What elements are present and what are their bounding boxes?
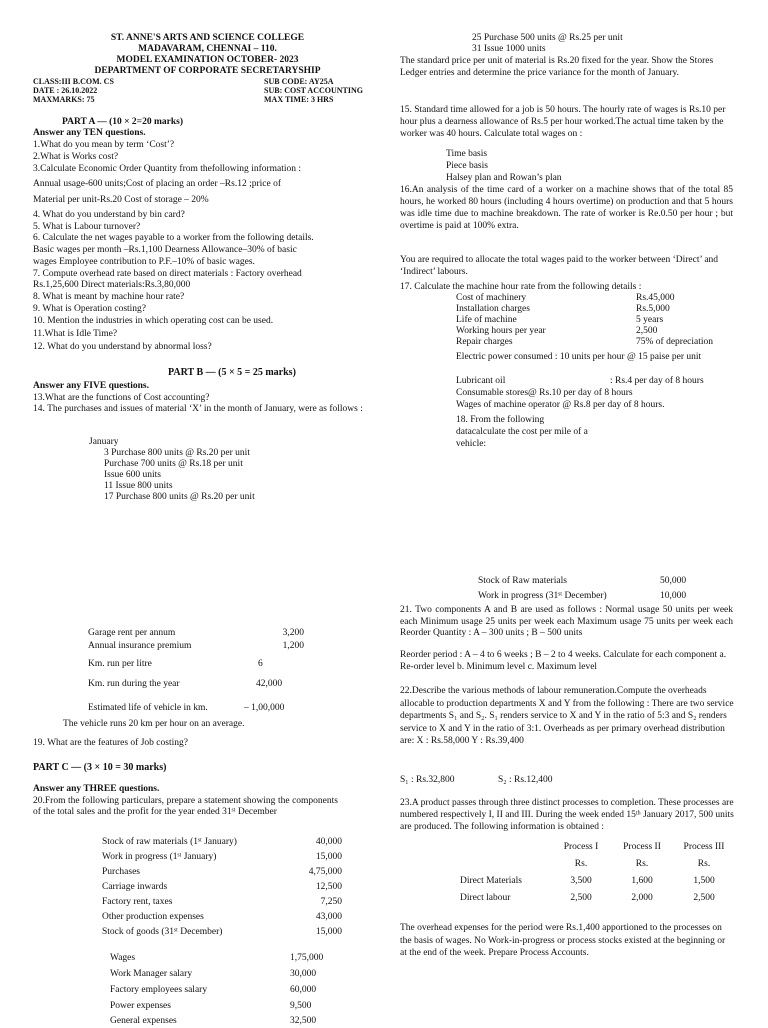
- question-6-detail-1: Basic wages per month –Rs.1,100 Dearness Allowance–30% of basic: [33, 245, 297, 256]
- question-1: 1.What do you mean by term ‘Cost’?: [33, 140, 175, 150]
- q14-transactions-cont: [472, 33, 623, 55]
- question-10: 10. Mention the industries in which operating cost can be used.: [33, 316, 274, 327]
- table-row: [88, 640, 304, 653]
- q15-methods: [446, 148, 562, 184]
- cost-value: 3,500: [570, 876, 592, 886]
- college-name: ST. ANNE'S ARTS AND SCIENCE COLLEGE: [110, 33, 305, 43]
- question-20: 20.From the following particulars, prepare a statement showing the components of the total sales and the profit for the year ended 31ˢᵗ December: [33, 796, 338, 817]
- q17-value: 2,500: [636, 326, 658, 336]
- q23-tail: The overhead expenses for the period were Rs.1,400 apportioned to the processes on the basis of wages. No Work-in-progress or process stocks existed at the beginning or at the end of the week. Prepare Process Accounts.: [400, 923, 726, 958]
- question-22: 22.Describe the various methods of labour remuneration.Compute the overheads allocable to production departments X and Y from the following : There are two service departments S₁ and S₂. S₁ renders service to X and Y in the ratio of 5:3 and S₂ renders service to X and Y in the ratio of 3:1. Overheads as per primary overhead distribution are: X : Rs.58,000 Y : Rs.39,400: [400, 686, 734, 746]
- table-row: [102, 880, 342, 895]
- question-9: 9. What is Operation costing?: [33, 303, 147, 314]
- q22-s2: S₂ : Rs.12,400: [498, 775, 553, 785]
- table-row: [102, 910, 342, 925]
- q17-value: 75% of depreciation: [636, 337, 714, 347]
- table-row: [478, 574, 686, 589]
- q23-process-table: [460, 839, 734, 907]
- question-3: 3.Calculate Economic Order Quantity from thefollowing information :: [33, 164, 302, 174]
- q20-label: Power expenses: [110, 1001, 171, 1011]
- table-row: [102, 925, 342, 940]
- cost-label: Direct Materials: [460, 876, 522, 886]
- q17-label: Repair charges: [456, 337, 513, 347]
- table-row: [456, 315, 713, 326]
- q18-value: 1,200: [282, 641, 304, 651]
- table-row: [102, 850, 342, 865]
- table-row: [110, 950, 323, 966]
- question-6-detail-2: wages Employee contribution to P.F.–10% of basic wages.: [33, 256, 255, 267]
- q20-label: Purchases: [102, 867, 140, 877]
- q20-label: Other production expenses: [102, 912, 204, 922]
- q20-value: 4,75,000: [308, 867, 342, 877]
- part-a-questions: [33, 139, 378, 175]
- q20-value: 15,000: [315, 927, 342, 937]
- part-b-title: PART B — (5 × 5 = 25 marks): [168, 367, 296, 378]
- part-c-instruction: Answer any THREE questions.: [33, 784, 160, 794]
- cost-value: 2,000: [631, 893, 653, 903]
- exam-title: MODEL EXAMINATION OCTOBER- 2023: [116, 55, 299, 65]
- q20-value: 60,000: [290, 985, 317, 995]
- q20-label: Work Manager salary: [110, 969, 193, 979]
- q20-label: Carriage inwards: [102, 882, 168, 892]
- q17-lubricant-label: Lubricant oil: [456, 376, 506, 386]
- q14-row: 3 Purchase 800 units @ Rs.20 per unit: [104, 448, 250, 458]
- q20-value: 30,000: [290, 969, 317, 979]
- q18-value: 3,200: [282, 628, 304, 638]
- q20-value: 32,500: [290, 1016, 317, 1026]
- q17-label: Installation charges: [456, 304, 530, 314]
- q20-label: General expenses: [110, 1016, 177, 1026]
- q18-speed: The vehicle runs 20 km per hour on an average.: [63, 719, 245, 729]
- q14-row: 25 Purchase 500 units @ Rs.25 per unit: [472, 33, 623, 43]
- q17-value: Rs.5,000: [636, 304, 670, 314]
- q20-table-2: [110, 950, 323, 1028]
- max-marks-label: MAXMARKS: 75: [33, 95, 95, 104]
- q20-value: 9,500: [290, 1001, 312, 1011]
- part-a-instruction: Answer any TEN questions.: [33, 128, 146, 138]
- q15-item: Halsey plan and Rowan’s plan: [446, 173, 562, 183]
- q20-right-table: [478, 574, 686, 604]
- q20-label: Factory rent, taxes: [102, 897, 173, 907]
- question-19: 19. What are the features of Job costing?: [33, 738, 188, 748]
- q17-consumable: Consumable stores@ Rs.10 per day of 8 hours: [456, 388, 633, 398]
- question-13: 13.What are the functions of Cost accounting?: [33, 393, 210, 403]
- q14-row: Purchase 700 units @ Rs.18 per unit: [104, 459, 243, 469]
- q20-right-label: Work in progress (31ˢᵗ December): [478, 591, 607, 601]
- q20-value: 40,000: [315, 837, 342, 847]
- table-row: [456, 304, 713, 315]
- table-row: [456, 293, 713, 304]
- table-row: [88, 627, 304, 640]
- q17-value: 5 years: [636, 315, 664, 325]
- q22-s1: S₁ : Rs.32,800: [400, 775, 455, 785]
- q17-label: Cost of machinery: [456, 293, 527, 303]
- question-16: 16.An analysis of the time card of a worker on a machine shows that of the total 85 hours, he worked 80 hours (including 4 hours overtime) on production and that 5 hours was idle time due to machine breakdown. The rate of worker is Re.0.50 per hour ; but overtime is paid at 100% extra.: [400, 185, 733, 231]
- q20-value: 15,000: [315, 852, 342, 862]
- question-14: 14. The purchases and issues of material ‘X’ in the month of January, were as follows :: [33, 404, 363, 414]
- college-address: MADAVARAM, CHENNAI – 110.: [138, 44, 277, 54]
- q17-label: Working hours per year: [456, 326, 546, 336]
- q20-right-value: 50,000: [660, 576, 687, 586]
- table-row: [460, 856, 734, 873]
- part-a-title: PART A — (10 × 2=20 marks): [62, 117, 183, 127]
- department-name: DEPARTMENT OF CORPORATE SECRETARYSHIP: [94, 66, 321, 76]
- max-time-label: MAX TIME: 3 HRS: [264, 95, 334, 104]
- table-row: [110, 982, 323, 998]
- question-16-part-b: You are required to allocate the total wages paid to the worker between ‘Direct’ and ‘Indirect’ labours.: [400, 255, 719, 277]
- table-row: [460, 890, 734, 907]
- cost-value: 2,500: [693, 893, 715, 903]
- q20-label: Factory employees salary: [110, 985, 208, 995]
- q18-line: datacalculate the cost per mile of a: [456, 427, 588, 437]
- unit-label: Rs.: [574, 859, 588, 869]
- table-row: [110, 1014, 323, 1028]
- question-18: [456, 414, 588, 450]
- part-c-title: PART C — (3 × 10 = 30 marks): [33, 762, 167, 773]
- table-row: [110, 998, 323, 1014]
- process-header: Process II: [623, 842, 661, 852]
- q14-row: 31 Issue 1000 units: [472, 44, 546, 54]
- question-6: 6. Calculate the net wages payable to a worker from the following details.: [33, 233, 314, 244]
- q15-item: Time basis: [446, 149, 488, 159]
- class-label: CLASS:III B.COM. CS: [33, 77, 114, 86]
- cost-value: 2,500: [570, 893, 592, 903]
- unit-label: Rs.: [635, 859, 649, 869]
- table-row: [460, 873, 734, 890]
- question-5: 5. What is Labour turnover?: [33, 221, 141, 232]
- table-row: [102, 835, 342, 850]
- q14-row: 11 Issue 800 units: [104, 481, 173, 491]
- q17-value: Rs.45,000: [636, 293, 675, 303]
- q17-label: Life of machine: [456, 315, 517, 325]
- q18-km-year-label: Km. run during the year: [88, 679, 180, 689]
- q18-line: vehicle:: [456, 439, 487, 449]
- q18-life-label: Estimated life of vehicle in km.: [88, 703, 208, 713]
- q20-right-label: Stock of Raw materials: [478, 576, 567, 586]
- q20-table: [102, 835, 342, 940]
- part-b-instruction: Answer any FIVE questions.: [33, 381, 149, 391]
- college-header: [30, 33, 385, 77]
- q20-label: Stock of goods (31ˢᵗ December): [102, 927, 223, 937]
- q20-right-value: 10,000: [660, 591, 687, 601]
- q14-tail: The standard price per unit of material is Rs.20 fixed for the year. Show the Stores Ledger entries and determine the price variance for the month of January.: [400, 56, 714, 78]
- table-row: [460, 839, 734, 856]
- q20-value: 1,75,000: [290, 953, 324, 963]
- question-23: 23.A product passes through three distinct processes to completion. These processes are numbered respectively I, II and III. During the week ended 15ᵗʰ January 2017, 500 units are produced. The following information is obtained :: [400, 798, 734, 832]
- q18-life-value: – 1,00,000: [244, 703, 285, 713]
- q18-label: Garage rent per annum: [88, 628, 176, 638]
- cost-value: 1,500: [693, 876, 715, 886]
- q20-label: Stock of raw materials (1ˢᵗ January): [102, 837, 237, 847]
- q18-label: Annual insurance premium: [88, 641, 192, 651]
- q18-km-year-value: 42,000: [256, 679, 283, 689]
- question-21: 21. Two components A and B are used as follows : Normal usage 50 units per week each Minimum usage 25 units per week each Maximum usage 75 units per week each Reorder Quantity : A – 300 units ; B – 500 units: [400, 605, 733, 638]
- table-row: [110, 966, 323, 982]
- question-7-detail: Rs.1,25,600 Direct materials:Rs.3,80,000: [33, 280, 191, 291]
- process-header: Process III: [683, 842, 725, 852]
- table-row: [478, 589, 686, 604]
- question-7: 7. Compute overhead rate based on direct materials : Factory overhead: [33, 268, 302, 279]
- question-21-part-b: Reorder period : A – 4 to 6 weeks ; B – 2 to 4 weeks. Calculate for each component a. Re-order level b. Minimum level c. Maximum level: [400, 650, 727, 672]
- part-a-questions-cont: [33, 210, 378, 354]
- question-3-detail-2: Material per unit-Rs.20 Cost of storage – 20%: [33, 195, 209, 205]
- q18-km-litre-value: 6: [258, 659, 263, 669]
- question-12: 12. What do you understand by abnormal loss?: [33, 342, 212, 353]
- q14-month: January: [89, 437, 119, 447]
- q15-item: Piece basis: [446, 161, 488, 171]
- q14-row: 17 Purchase 800 units @ Rs.20 per unit: [104, 492, 255, 502]
- q20-value: 7,250: [320, 897, 342, 907]
- q17-table: [456, 293, 713, 348]
- q20-label: Wages: [110, 953, 136, 963]
- q14-transactions: [104, 448, 255, 503]
- question-15: 15. Standard time allowed for a job is 50 hours. The hourly rate of wages is Rs.10 per hour plus a dearness allowance of Rs.5 per hour worked.The actual time taken by the worker was 40 hours. Calculate total wages on :: [400, 105, 726, 139]
- q17-power: Electric power consumed : 10 units per hour @ 15 paise per unit: [456, 352, 702, 362]
- question-17: 17. Calculate the machine hour rate from the following details :: [400, 282, 642, 292]
- table-row: [456, 326, 713, 337]
- table-row: [456, 337, 713, 348]
- table-row: [102, 895, 342, 910]
- question-11: 11.What is Idle Time?: [33, 329, 118, 340]
- q20-value: 43,000: [315, 912, 342, 922]
- unit-label: Rs.: [697, 859, 711, 869]
- q20-value: 12,500: [315, 882, 342, 892]
- cost-label: Direct labour: [460, 893, 511, 903]
- sub-code-label: SUB CODE: AY25A: [264, 77, 334, 86]
- q20-label: Work in progress (1ˢᵗ January): [102, 852, 217, 862]
- question-8: 8. What is meant by machine hour rate?: [33, 291, 185, 302]
- q14-row: Issue 600 units: [104, 470, 161, 480]
- cost-value: 1,600: [631, 876, 653, 886]
- table-row: [102, 865, 342, 880]
- q17-lubricant-value: : Rs.4 per day of 8 hours: [610, 376, 704, 386]
- q18-km-litre-label: Km. run per litre: [88, 659, 152, 669]
- q18-line: 18. From the following: [456, 415, 545, 425]
- q17-wages: Wages of machine operator @ Rs.8 per day of 8 hours.: [456, 400, 665, 410]
- question-2: 2.What is Works cost?: [33, 152, 119, 162]
- question-4: 4. What do you understand by bin card?: [33, 210, 185, 220]
- q18-table: [88, 627, 304, 653]
- process-header: Process I: [563, 842, 599, 852]
- question-3-detail-1: Annual usage-600 units;Cost of placing an order –Rs.12 ;price of: [33, 179, 282, 189]
- subject-label: SUB: COST ACCOUNTING: [264, 86, 363, 95]
- date-label: DATE : 26.10.2022: [33, 86, 98, 95]
